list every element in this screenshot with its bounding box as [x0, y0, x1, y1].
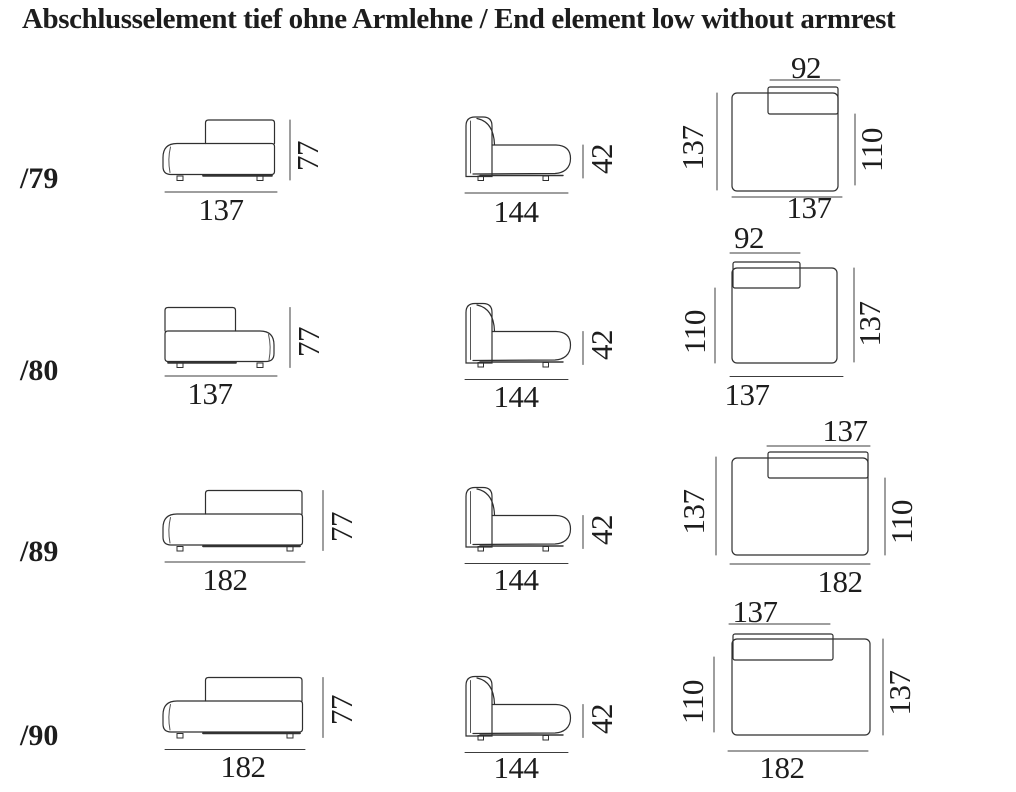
top-view-drawing-row1 — [717, 80, 855, 197]
dim-side-seat-height-row3: 42 — [584, 515, 619, 545]
dim-top-depth-right-row1: 110 — [854, 128, 889, 172]
dim-front-width-row2: 137 — [187, 376, 233, 411]
dim-side-length-row4: 144 — [493, 750, 539, 785]
top-view-drawing-row2 — [715, 253, 854, 377]
front-view-drawing-row2 — [165, 308, 290, 377]
side-view-drawing-row2 — [465, 304, 583, 380]
dim-top-width-row1: 137 — [786, 190, 832, 225]
dim-top-backrest-width-row3: 137 — [822, 413, 868, 448]
dim-top-width-row4: 182 — [759, 750, 805, 785]
dim-side-seat-height-row2: 42 — [584, 330, 619, 360]
dim-top-depth-left-row2: 110 — [677, 310, 712, 354]
dim-front-height-row3: 77 — [324, 512, 359, 542]
dim-front-width-row3: 182 — [202, 562, 248, 597]
dim-top-depth-left-row1: 137 — [675, 125, 710, 171]
dim-side-length-row3: 144 — [493, 562, 539, 597]
dim-front-height-row2: 77 — [291, 327, 326, 357]
row-label-79: /79 — [20, 162, 59, 195]
dim-side-length-row1: 144 — [493, 194, 539, 229]
dim-top-depth-right-row3: 110 — [884, 500, 919, 544]
row-label-80: /80 — [20, 354, 59, 387]
dim-side-seat-height-row4: 42 — [584, 704, 619, 734]
dim-top-depth-left-row3: 137 — [676, 489, 711, 535]
row-label-89: /89 — [20, 535, 59, 568]
dim-top-depth-right-row4: 137 — [882, 670, 917, 716]
page-title: Abschlusselement tief ohne Armlehne / End element low without armrest — [22, 3, 896, 35]
dim-front-width-row1: 137 — [198, 192, 244, 227]
row-label-90: /90 — [20, 719, 59, 752]
dim-side-seat-height-row1: 42 — [584, 144, 619, 174]
dim-top-width-row2: 137 — [724, 377, 770, 412]
dim-front-width-row4: 182 — [220, 749, 266, 784]
dim-side-length-row2: 144 — [493, 379, 539, 414]
front-view-drawing-row3 — [163, 491, 323, 563]
dim-top-backrest-width-row4: 137 — [732, 594, 778, 629]
dim-front-height-row1: 77 — [290, 141, 325, 171]
side-view-drawing-row4 — [465, 677, 583, 753]
side-view-drawing-row3 — [465, 488, 583, 564]
dim-top-depth-left-row4: 110 — [675, 680, 710, 724]
front-view-drawing-row1 — [163, 120, 290, 192]
dim-front-height-row4: 77 — [324, 695, 359, 725]
dim-top-backrest-width-row2: 92 — [734, 220, 764, 255]
top-view-drawing-row3 — [716, 446, 885, 564]
dim-top-depth-right-row2: 137 — [852, 301, 887, 347]
side-view-drawing-row1 — [465, 117, 583, 193]
dim-top-backrest-width-row1: 92 — [791, 50, 821, 85]
dim-top-width-row3: 182 — [817, 564, 863, 599]
front-view-drawing-row4 — [163, 678, 323, 750]
top-view-drawing-row4 — [714, 624, 883, 751]
